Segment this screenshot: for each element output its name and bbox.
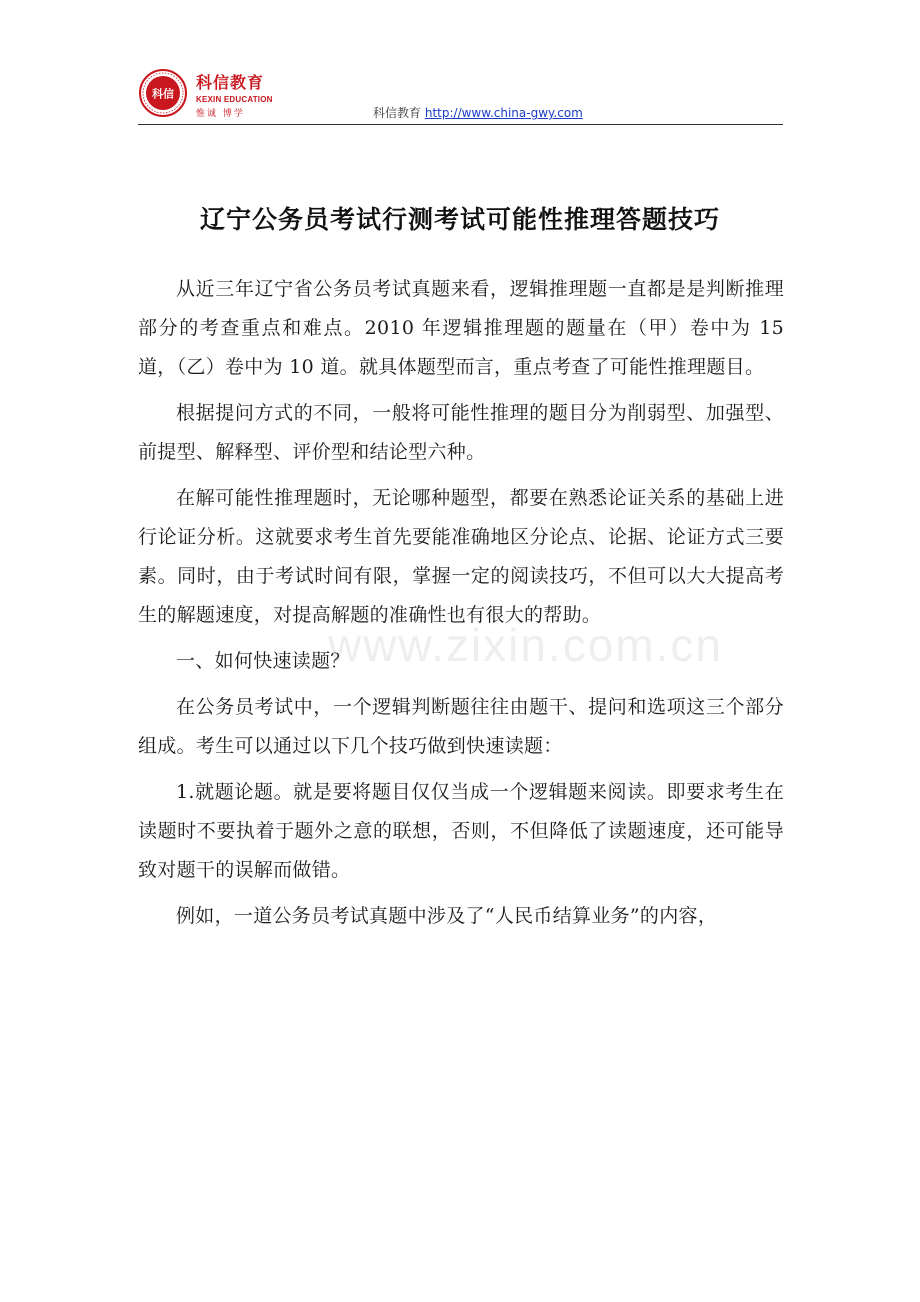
logo-name-en: KEXIN EDUCATION	[196, 95, 273, 104]
paragraph: 从近三年辽宁省公务员考试真题来看，逻辑推理题一直都是是判断推理部分的考查重点和难点。2010 年逻辑推理题的题量在（甲）卷中为 15 道，（乙）卷中为 10 道。就具体题型而言，重点考查了可能性推理题目。	[138, 278, 784, 378]
watermark: www.zixin.com.cn	[328, 619, 723, 671]
seal-icon	[138, 68, 188, 118]
section-heading: 一、如何快速读题？	[176, 650, 350, 672]
kexin-logo	[138, 68, 278, 122]
document-title: 辽宁公务员考试行测考试可能性推理答题技巧	[199, 205, 720, 234]
page-header	[138, 62, 783, 125]
svg-text:科信: 科信	[152, 87, 174, 101]
logo-text	[196, 70, 273, 119]
site-label: 科信教育	[373, 106, 422, 120]
logo-name-cn: 科信教育	[196, 73, 265, 92]
paragraph: 在公务员考试中，一个逻辑判断题往往由题干、提问和选项这三个部分组成。考生可以通过以下几个技巧做到快速读题：	[138, 696, 784, 757]
logo-motto: 惟诚 博学	[196, 109, 245, 119]
paragraph: 例如，一道公务员考试真题中涉及了“人民币结算业务”的内容，	[176, 905, 718, 927]
site-link[interactable]: http://www.china-gwy.com	[424, 106, 583, 120]
paragraph: 在解可能性推理题时，无论哪种题型，都要在熟悉论证关系的基础上进行论证分析。这就要求考生首先要能准确地区分论点、论据、论证方式三要素。同时，由于考试时间有限，掌握一定的阅读技巧，不但可以大大提高考生的解题速度，对提高解题的准确性也有很大的帮助。	[138, 487, 784, 626]
header-site-info	[373, 104, 583, 121]
paragraph: 根据提问方式的不同，一般将可能性推理的题目分为削弱型、加强型、前提型、解释型、评价型和结论型六种。	[138, 402, 784, 463]
paragraph: 1.就题论题。就是要将题目仅仅当成一个逻辑题来阅读。即要求考生在读题时不要执着于题外之意的联想，否则，不但降低了读题速度，还可能导致对题干的误解而做错。	[138, 781, 784, 881]
document-body	[138, 270, 784, 943]
